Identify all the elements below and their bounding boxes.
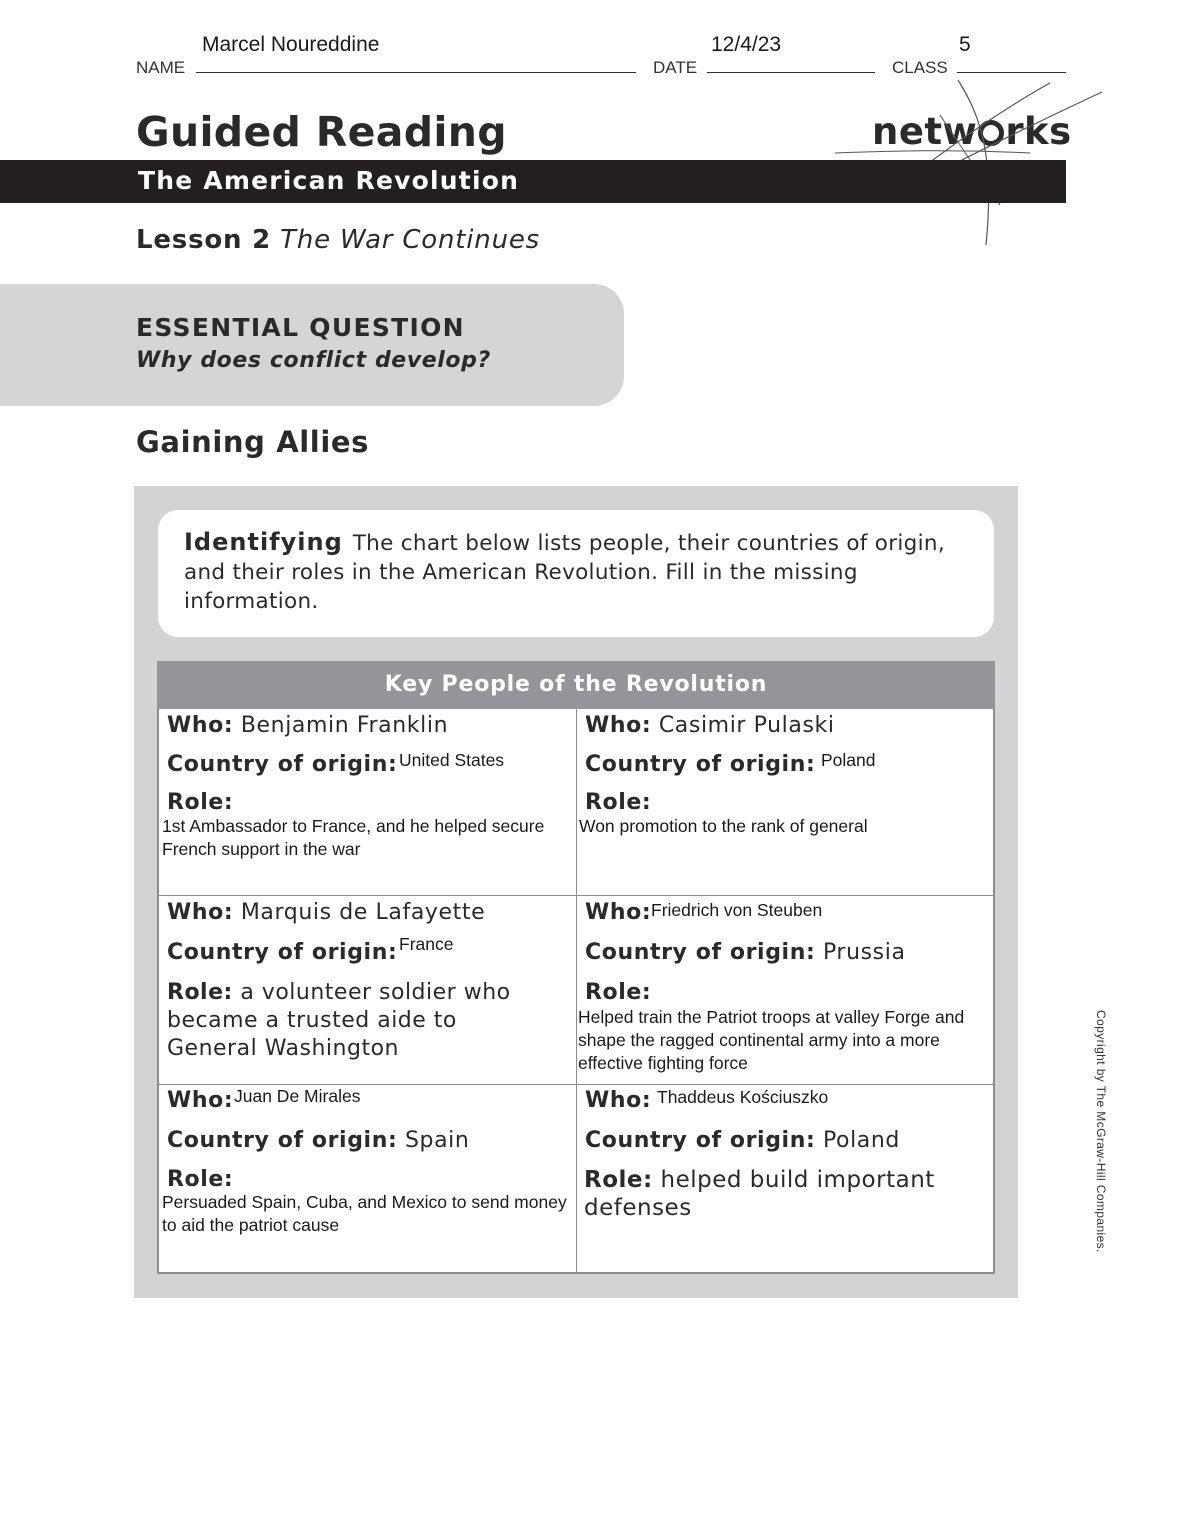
class-line — [957, 72, 1066, 73]
who-line: Who: Casimir Pulaski — [585, 713, 835, 738]
role-line: Role: helped build important defenses — [584, 1167, 935, 1221]
who-answer[interactable]: Juan De Mirales — [234, 1086, 361, 1106]
who-line: Who: — [585, 1088, 652, 1113]
country-answer[interactable]: Poland — [821, 750, 876, 770]
who-answer[interactable]: Thaddeus Kościuszko — [657, 1087, 829, 1107]
role-answer[interactable]: 1st Ambassador to France, and he helped secure French support in the war — [162, 816, 545, 859]
table-row-divider — [157, 895, 995, 896]
who-line: Who: — [167, 1088, 234, 1113]
role-answer[interactable]: Persuaded Spain, Cuba, and Mexico to send money to aid the patriot cause — [162, 1192, 567, 1235]
who-answer[interactable]: Friedrich von Steuben — [651, 900, 823, 920]
section-title: Gaining Allies — [136, 425, 369, 459]
who-line: Who: Benjamin Franklin — [167, 713, 449, 738]
essential-question-text: Why does conflict develop? — [136, 348, 491, 373]
country-line: Country of origin: Spain — [167, 1128, 470, 1153]
class-label: CLASS — [892, 58, 948, 77]
role-answer[interactable]: Helped train the Patriot troops at valley Forge and shape the ragged continental army into a more effective fighting force — [578, 1007, 965, 1073]
role-answer[interactable]: Won promotion to the rank of general — [579, 816, 868, 836]
country-answer[interactable]: France — [399, 934, 454, 954]
lesson-title: Lesson 2 The War Continues — [136, 225, 541, 255]
country-line: Country of origin: — [167, 940, 398, 965]
role-label: Role: — [167, 1167, 234, 1192]
name-line — [196, 72, 636, 73]
country-line: Country of origin: Prussia — [585, 940, 906, 965]
role-label: Role: — [585, 980, 652, 1005]
page-title: Guided Reading — [136, 108, 507, 156]
essential-question-heading: ESSENTIAL QUESTION — [136, 313, 465, 342]
date-field[interactable]: 12/4/23 — [711, 33, 782, 56]
country-line: Country of origin: — [585, 752, 816, 777]
name-field[interactable]: Marcel Noureddine — [202, 33, 380, 56]
table-title: Key People of the Revolution — [157, 661, 995, 709]
networks-logo: netw rks — [872, 110, 1072, 153]
skill-label: Identifying — [184, 528, 343, 556]
class-field[interactable]: 5 — [959, 33, 971, 56]
role-line: Role: a volunteer soldier who became a trusted aide to General Washington — [167, 980, 511, 1061]
date-label: DATE — [653, 58, 698, 77]
name-label: NAME — [136, 58, 186, 77]
country-line: Country of origin: Poland — [585, 1128, 900, 1153]
essential-question-box — [0, 284, 624, 406]
who-line: Who: — [585, 900, 652, 925]
table-row-divider — [157, 1084, 995, 1085]
date-line — [707, 72, 875, 73]
role-label: Role: — [585, 790, 652, 815]
instructions-text: The chart below lists people, their countries of origin, and their roles in the American Revolution. Fill in the missing information. — [184, 531, 945, 614]
role-label: Role: — [167, 790, 234, 815]
instructions-box — [158, 510, 994, 637]
table-column-divider — [576, 709, 577, 1274]
copyright-notice: Copyright by The McGraw-Hill Companies. — [1094, 1010, 1108, 1253]
unit-title: The American Revolution — [138, 166, 520, 195]
who-line: Who: Marquis de Lafayette — [167, 900, 486, 925]
country-answer[interactable]: United States — [399, 750, 505, 770]
country-line: Country of origin: — [167, 752, 398, 777]
